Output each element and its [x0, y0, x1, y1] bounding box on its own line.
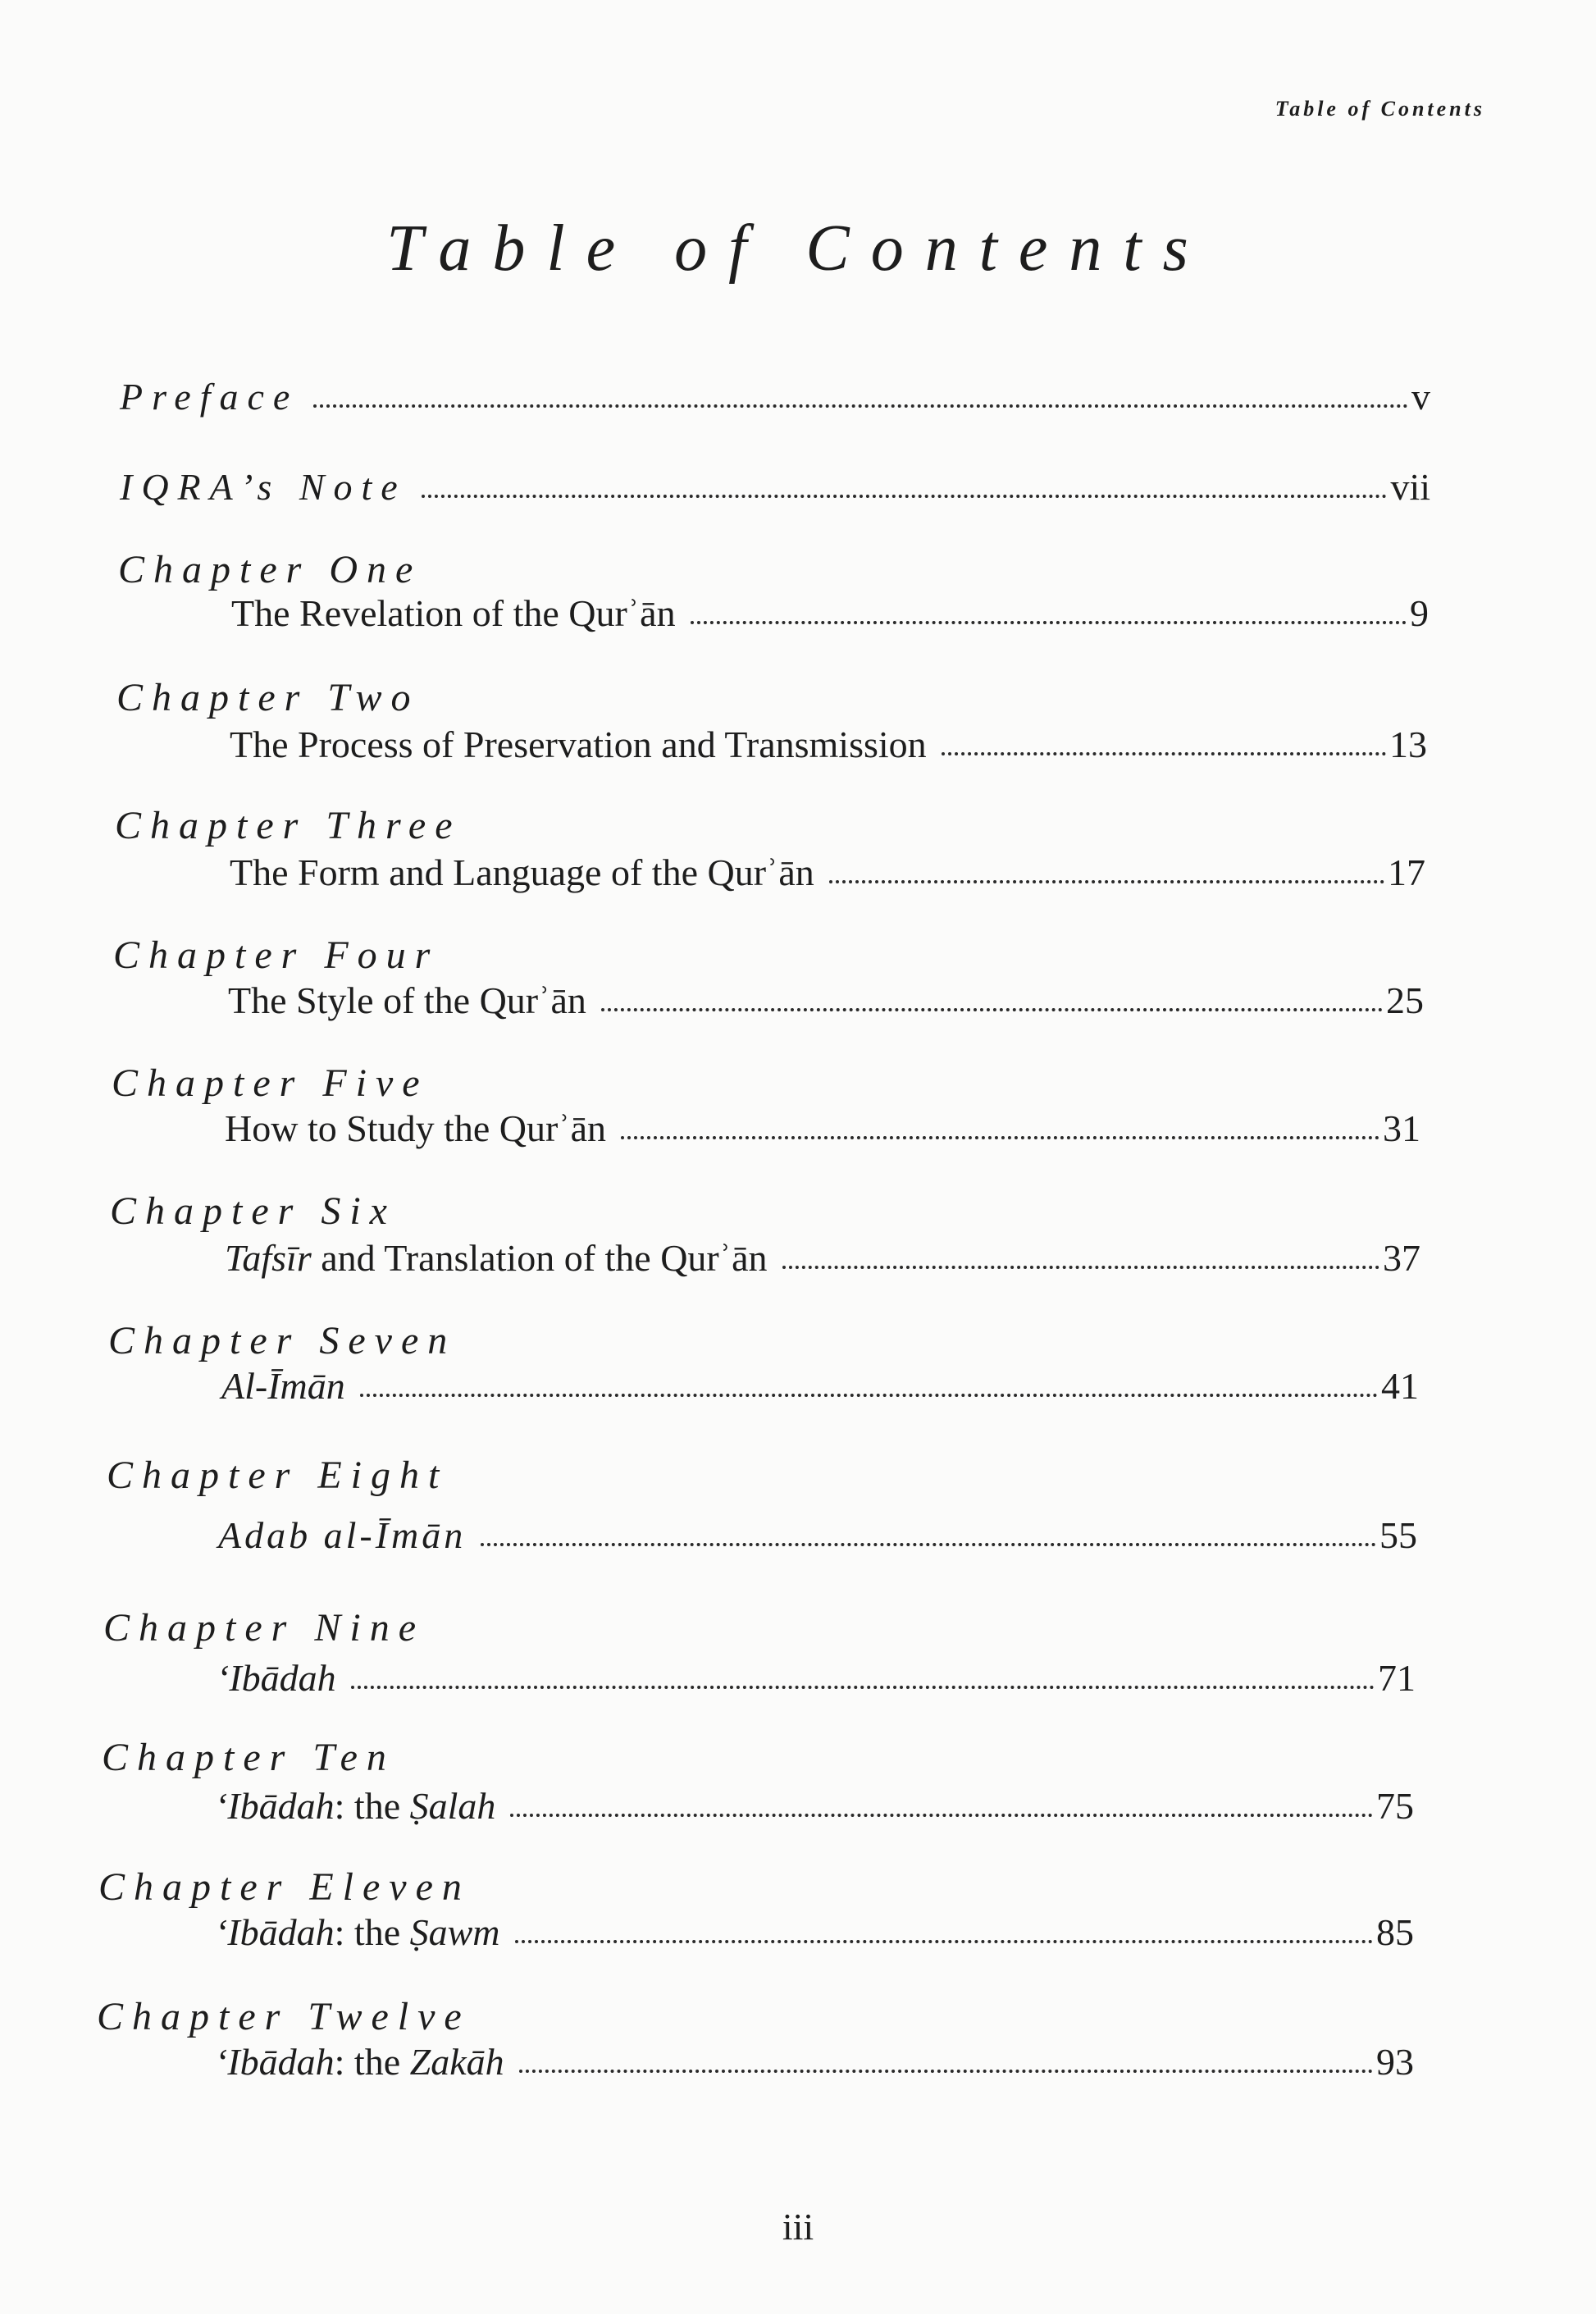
toc-entry-title: How to Study the Qurʾān	[225, 1107, 607, 1149]
toc-entry-title: The Form and Language of the Qurʾān	[230, 851, 814, 893]
chapter-label: Chapter Eleven	[98, 1865, 471, 1909]
toc-page-number: v	[1411, 376, 1430, 418]
toc-entry	[218, 1514, 1417, 1557]
toc-entry-title-italic: ‘Ibādah	[215, 2041, 335, 2083]
toc-entry-title-rest: and Translation of the Qurʾān	[311, 1237, 768, 1279]
chapter-label: Chapter Eight	[107, 1454, 449, 1497]
toc-page-number: 25	[1386, 979, 1424, 1021]
toc-entry-title-rest: : the	[334, 1785, 410, 1827]
toc-entry-iqra-note	[120, 466, 1430, 509]
toc-page-number: 75	[1376, 1785, 1414, 1827]
toc-entry	[215, 2041, 1414, 2084]
toc-page-number: 17	[1388, 851, 1425, 893]
dot-leader	[351, 1686, 1375, 1689]
toc-entry	[225, 1237, 1420, 1280]
toc-page-number: 85	[1376, 1911, 1414, 1953]
toc-entry-title-italic-2: Ṣalah	[409, 1785, 496, 1827]
toc-page-number: 41	[1381, 1365, 1419, 1407]
dot-leader	[515, 1940, 1373, 1943]
chapter-label: Chapter Two	[116, 676, 420, 719]
toc-entry-title: The Process of Preservation and Transmission	[230, 723, 927, 765]
toc-entry-title: Adab al-Īmān	[218, 1514, 467, 1556]
dot-leader	[360, 1394, 1378, 1397]
toc-page-number: 9	[1410, 592, 1429, 634]
toc-entry	[225, 1107, 1420, 1150]
chapter-label: Chapter Twelve	[97, 1995, 471, 2038]
toc-entry-title	[225, 1237, 768, 1280]
toc-entry	[217, 1657, 1416, 1700]
toc-page-number: 37	[1383, 1237, 1420, 1279]
toc-entry-title: The Style of the Qurʾān	[228, 979, 586, 1021]
chapter-label: Chapter One	[118, 548, 422, 591]
toc-entry	[231, 592, 1429, 635]
toc-entry	[230, 851, 1425, 894]
toc-page-number: 93	[1376, 2041, 1414, 2083]
toc-entry-preface	[120, 376, 1430, 418]
toc-entry-title	[215, 1785, 495, 1828]
dot-leader	[782, 1266, 1380, 1269]
page-title: Table of Contents	[386, 212, 1210, 285]
toc-entry	[230, 723, 1427, 766]
chapter-label: Chapter Ten	[102, 1736, 395, 1779]
toc-entry-title: The Revelation of the Qurʾān	[231, 592, 676, 634]
toc-page-number: vii	[1390, 466, 1430, 508]
dot-leader	[313, 404, 1408, 408]
chapter-label: Chapter Three	[115, 804, 462, 847]
toc-page-number: 31	[1383, 1107, 1420, 1149]
chapter-label: Chapter Four	[113, 933, 440, 977]
toc-entry-title-rest: : the	[334, 2041, 410, 2083]
dot-leader	[510, 1814, 1373, 1817]
chapter-label: Chapter Nine	[103, 1606, 425, 1650]
toc-entry-title: ‘Ibādah	[217, 1657, 336, 1699]
dot-leader	[601, 1008, 1383, 1011]
dot-leader	[621, 1136, 1379, 1139]
dot-leader	[481, 1543, 1376, 1546]
toc-entry	[221, 1365, 1419, 1408]
dot-leader	[942, 752, 1386, 755]
toc-page-number: 55	[1379, 1514, 1417, 1556]
toc-page-number: 71	[1378, 1657, 1416, 1699]
toc-entry-title	[215, 2041, 504, 2084]
toc-entry-title-italic-2: Ṣawm	[409, 1911, 500, 1953]
toc-entry	[215, 1911, 1414, 1954]
chapter-label: Chapter Six	[110, 1189, 396, 1233]
toc-entry-title: IQRA’s Note	[120, 466, 407, 508]
toc-entry-title	[215, 1911, 500, 1954]
chapter-label: Chapter Seven	[108, 1319, 457, 1362]
dot-leader	[519, 2070, 1373, 2073]
dot-leader	[422, 495, 1388, 498]
toc-entry-title: Preface	[120, 376, 299, 418]
toc-entry-title-italic: ‘Ibādah	[215, 1911, 335, 1953]
toc-page-number: 13	[1389, 723, 1427, 765]
toc-entry-title-italic-2: Zakāh	[409, 2041, 504, 2083]
toc-entry-title-italic: ‘Ibādah	[215, 1785, 335, 1827]
dot-leader	[691, 621, 1407, 624]
toc-entry-title-italic: Tafsīr	[225, 1237, 312, 1279]
running-head: Table of Contents	[1275, 97, 1485, 121]
toc-entry	[215, 1785, 1414, 1828]
toc-entry	[228, 979, 1424, 1022]
toc-entry-title-rest: : the	[334, 1911, 410, 1953]
chapter-label: Chapter Five	[112, 1061, 429, 1105]
page-number: iii	[782, 2206, 814, 2248]
toc-entry-title: Al-Īmān	[221, 1365, 345, 1407]
dot-leader	[829, 880, 1384, 883]
